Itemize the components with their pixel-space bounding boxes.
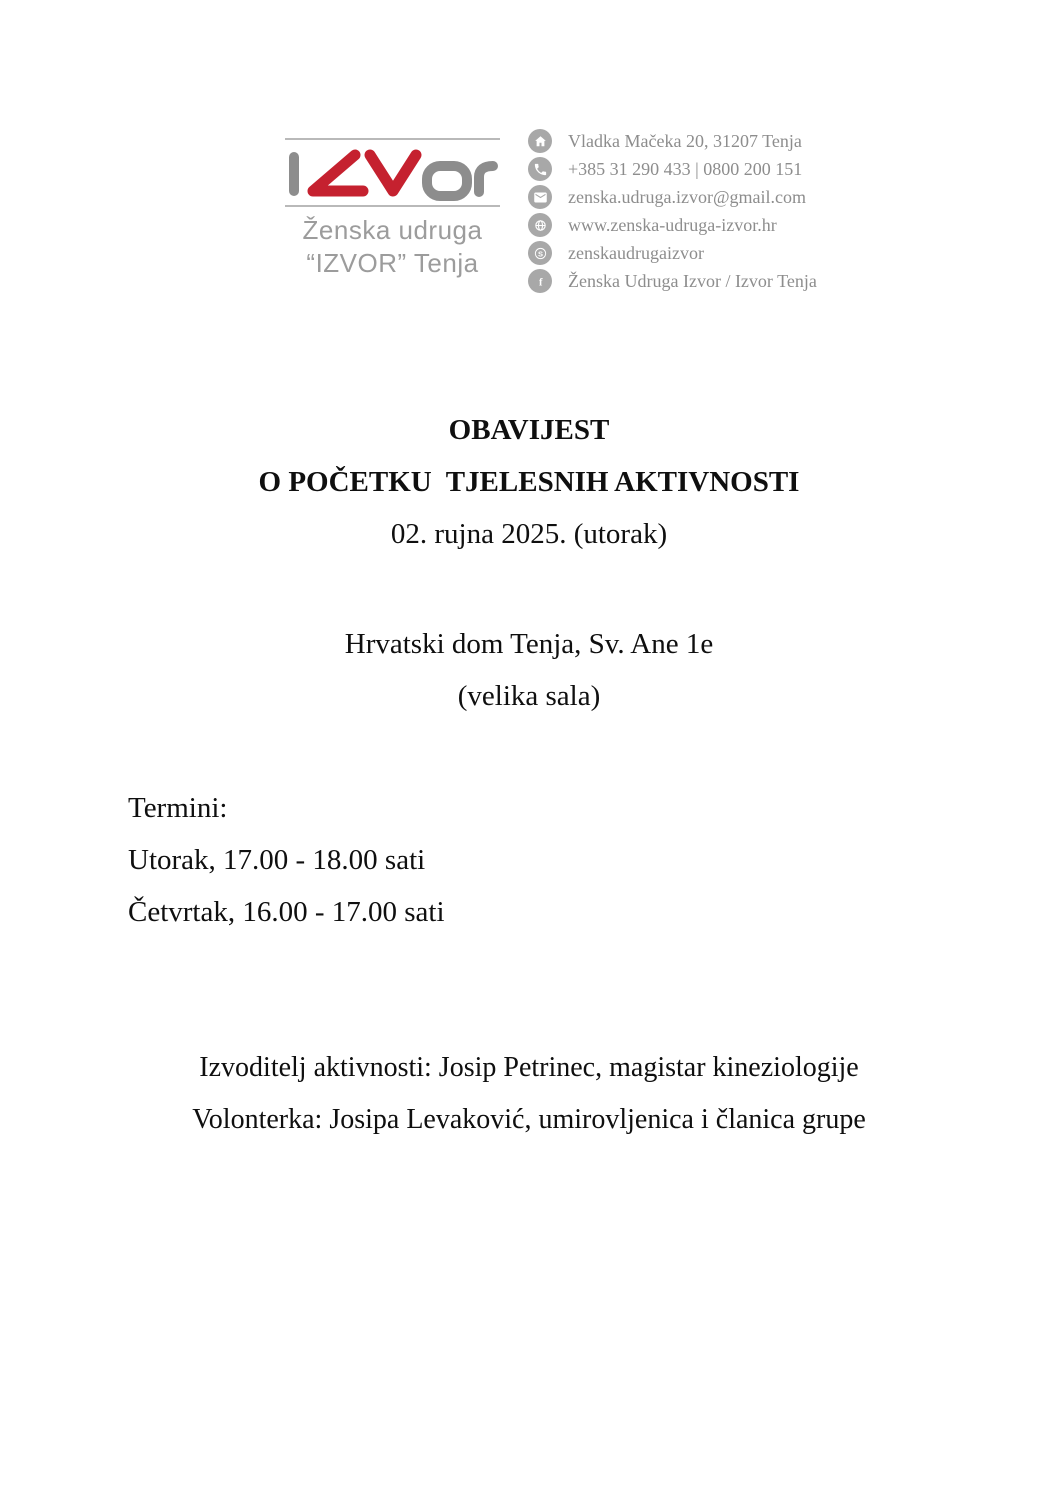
notice-title-block [0,404,1058,560]
skype-icon [528,241,552,265]
staff-volunteer: Volonterka: Josipa Levaković, umirovljenica i članica grupe [192,1104,866,1135]
logo-top-rule [285,138,500,140]
contact-email: zenska.udruga.izvor@gmail.com [568,186,806,207]
logo-subtitle-line2: “IZVOR” Tenja [306,248,479,278]
logo-subtitle-line1: Ženska udruga [302,215,483,245]
contact-website: www.zenska-udruga-izvor.hr [568,214,777,235]
facebook-icon [528,269,552,293]
staff-instructor: Izvoditelj aktivnosti: Josip Petrinec, magistar kineziologije [199,1052,859,1083]
svg-text:f: f [538,276,543,288]
schedule-heading: Termini: [128,792,228,824]
schedule-item-thursday: Četvrtak, 16.00 - 17.00 sati [128,896,445,928]
notice-subtitle: O POČETKU TJELESNIH AKTIVNOSTI [258,466,800,498]
notice-date: 02. rujna 2025. (utorak) [390,518,668,550]
contact-info [528,129,817,293]
staff-block [0,1042,1058,1146]
contact-row-address [528,129,817,153]
email-icon [528,185,552,209]
contact-facebook: Ženska Udruga Izvor / Izvor Tenja [568,270,817,291]
logo [285,138,500,280]
location-block [0,618,1058,722]
contact-row-facebook [528,269,817,293]
schedule-block [128,782,445,938]
globe-icon [528,213,552,237]
svg-text:S: S [537,248,543,258]
schedule-item-tuesday: Utorak, 17.00 - 18.00 sati [128,844,426,876]
contact-row-phone [528,157,817,181]
notice-title: OBAVIJEST [448,414,610,446]
contact-phone: +385 31 290 433 | 0800 200 151 [568,158,803,179]
logo-bottom-rule [285,205,500,207]
contact-row-skype [528,241,817,265]
home-icon [528,129,552,153]
contact-row-email [528,185,817,209]
location-address: Hrvatski dom Tenja, Sv. Ane 1e [344,628,714,660]
contact-row-website [528,213,817,237]
location-hall: (velika sala) [457,680,601,712]
izvor-wordmark-logo [285,146,500,202]
contact-skype: zenskaudrugaizvor [568,242,704,263]
phone-icon [528,157,552,181]
contact-address: Vladka Mačeka 20, 31207 Tenja [568,130,802,151]
